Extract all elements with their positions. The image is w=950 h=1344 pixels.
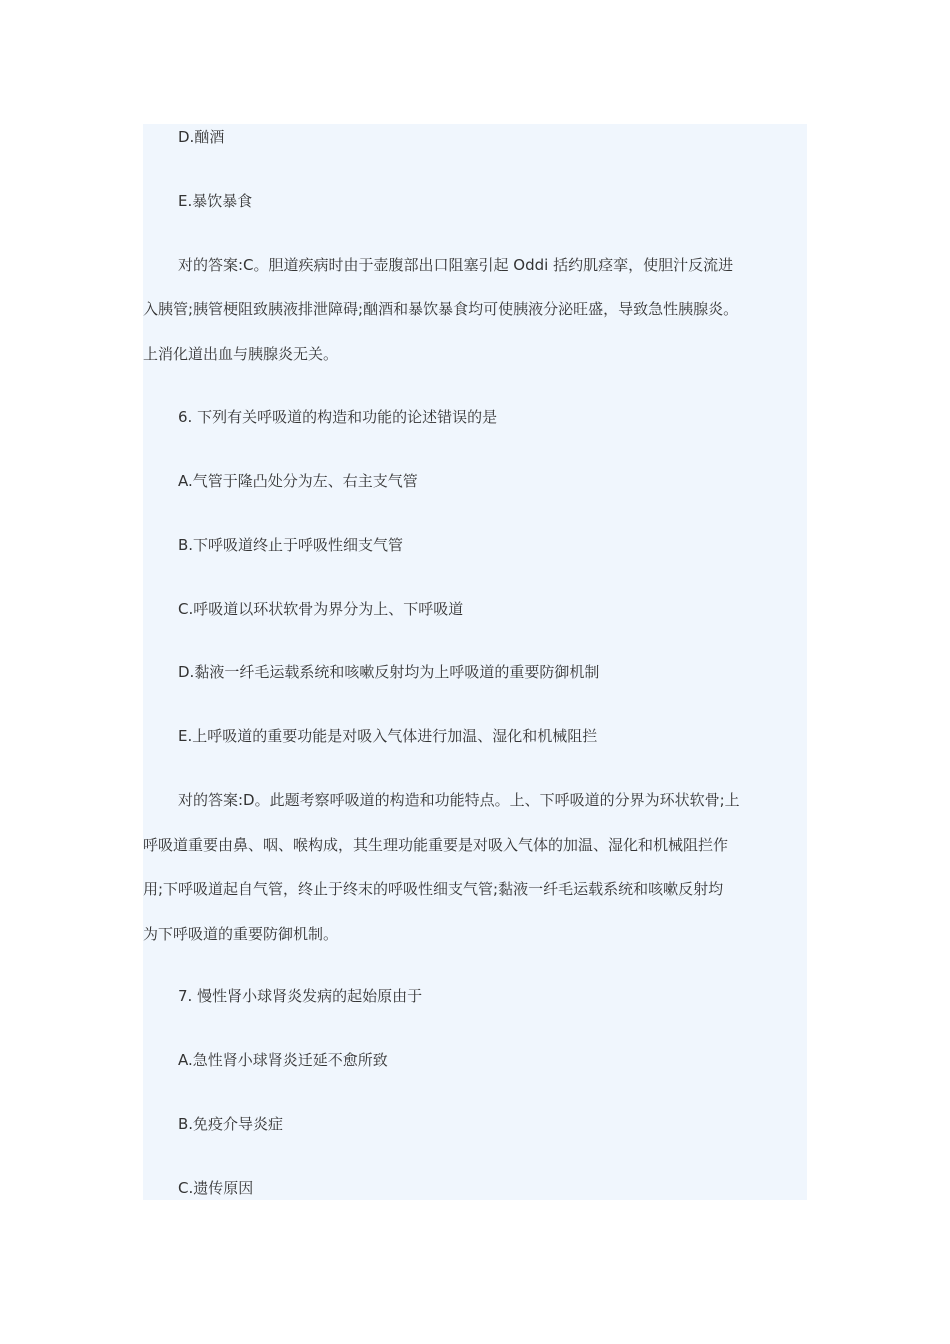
q6-option-b: B.下呼吸道终止于呼吸性细支气管 [178, 536, 404, 554]
q7-option-c: C.遗传原因 [178, 1179, 254, 1197]
q6-option-e: E.上呼吸道的重要功能是对吸入气体进行加温、湿化和机械阻拦 [178, 727, 598, 745]
q6-option-a: A.气管于隆凸处分为左、右主支气管 [178, 472, 418, 490]
q7-option-a: A.急性肾小球肾炎迁延不愈所致 [178, 1051, 388, 1069]
q6-answer-line: 为下呼吸道的重要防御机制。 [143, 925, 339, 943]
q5-option-d: D.酗酒 [178, 128, 225, 146]
q6-question: 6. 下列有关呼吸道的构造和功能的论述错误的是 [178, 408, 498, 426]
document-content [143, 124, 807, 1200]
q5-answer-line: 对的答案:C。胆道疾病时由于壶腹部出口阻塞引起 Oddi 括约肌痉挛，使胆汁反流进 [178, 256, 734, 274]
q5-answer-line: 入胰管;胰管梗阻致胰液排泄障碍;酗酒和暴饮暴食均可使胰液分泌旺盛，导致急性胰腺炎。 [143, 300, 739, 318]
q6-answer-line: 呼吸道重要由鼻、咽、喉构成，其生理功能重要是对吸入气体的加温、湿化和机械阻拦作 [143, 836, 729, 854]
q7-option-b: B.免疫介导炎症 [178, 1115, 284, 1133]
q5-option-e: E.暴饮暴食 [178, 192, 253, 210]
q6-option-c: C.呼吸道以环状软骨为界分为上、下呼吸道 [178, 600, 464, 618]
q6-answer-line: 用;下呼吸道起自气管，终止于终末的呼吸性细支气管;黏液一纤毛运载系统和咳嗽反射均 [143, 880, 724, 898]
q7-question: 7. 慢性肾小球肾炎发病的起始原由于 [178, 987, 423, 1005]
q6-answer-line: 对的答案:D。此题考察呼吸道的构造和功能特点。上、下呼吸道的分界为环状软骨;上 [178, 791, 740, 809]
q6-option-d: D.黏液一纤毛运载系统和咳嗽反射均为上呼吸道的重要防御机制 [178, 663, 600, 681]
q5-answer-line: 上消化道出血与胰腺炎无关。 [143, 345, 339, 363]
